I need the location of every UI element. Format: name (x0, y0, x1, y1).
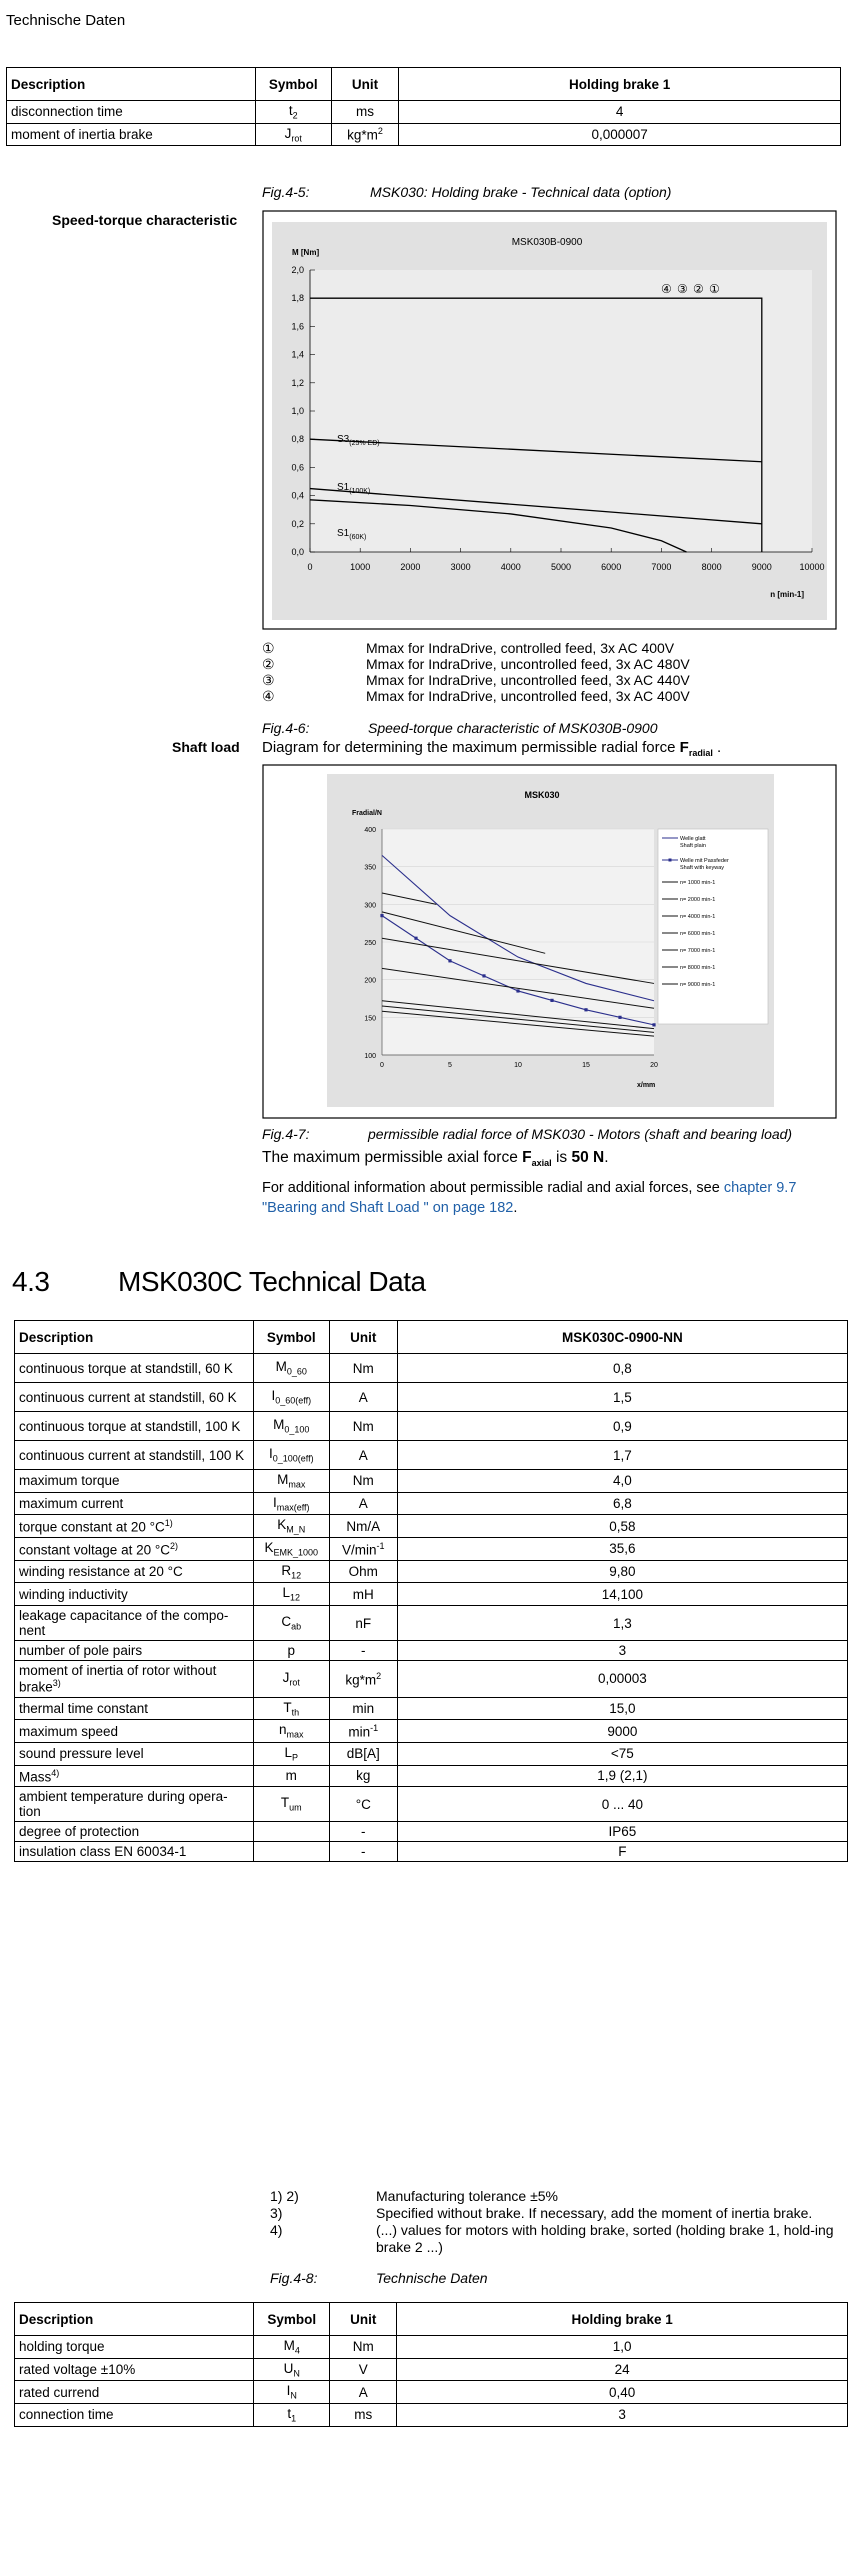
description-cell: torque constant at 20 $^\circ C^{1)}$ (15, 1515, 254, 1538)
value-cell: 0,40 (397, 2381, 848, 2404)
legend-text: Mmax for IndraDrive, uncontrolled feed, 3x AC 440V (366, 672, 690, 688)
y-tick-label: 0,8 (291, 434, 304, 445)
table-header-row (15, 1321, 848, 1354)
value-cell: 4,0 (397, 1470, 847, 1493)
description-cell: continuous current at standstill, 60 K (15, 1383, 254, 1412)
figure-number: Fig.4-5: (262, 184, 310, 200)
y-tick-label: 250 (364, 940, 376, 947)
symbol-cell: $t_2$ (255, 101, 331, 124)
value-cell: 35,6 (397, 1538, 847, 1561)
table-header-row (15, 2303, 848, 2336)
keyway-point (414, 937, 417, 940)
table-row (15, 2336, 848, 2359)
column-header: Description (15, 1321, 254, 1354)
x-tick-label: 4000 (500, 562, 521, 572)
y-tick-label: 150 (364, 1015, 376, 1023)
column-header: Symbol (255, 68, 331, 101)
table-row (7, 101, 841, 124)
keyway-point (448, 959, 451, 962)
legend-label: n= 6000 min-1 (680, 931, 716, 937)
symbol-cell: $C_{ab}$ (253, 1606, 329, 1641)
legend-list-item (262, 672, 690, 688)
y-tick-label: 100 (364, 1053, 376, 1060)
column-header: Unit (329, 1321, 397, 1354)
footnote-text: (...) values for motors with holding brake, sorted (holding brake 1, hold-ing brake 2 ...) (376, 2222, 834, 2255)
legend-label-2: Shaft with keyway (680, 865, 725, 871)
x-tick-label: 5 (448, 1062, 452, 1069)
description-cell: disconnection time (7, 101, 256, 124)
symbol-cell: $T_{th}$ (253, 1697, 329, 1720)
mmax-marker: ① (709, 282, 720, 297)
value-cell: 15,0 (397, 1697, 847, 1720)
description-cell: rated currend (15, 2381, 254, 2404)
symbol-cell: $L_P$ (253, 1743, 329, 1766)
table-row (15, 1787, 848, 1822)
footnote (270, 2188, 559, 2205)
table-row (15, 1538, 848, 1561)
table-row (15, 1697, 848, 1720)
value-cell: 0,9 (397, 1412, 847, 1441)
unit-cell: min (329, 1697, 397, 1720)
value-cell: 4 (399, 101, 841, 124)
x-tick-label: 7000 (651, 562, 672, 572)
unit-cell: °C (329, 1787, 397, 1822)
table-row (15, 1560, 848, 1583)
table-row (15, 1606, 848, 1641)
radial-force-chart (262, 764, 837, 1119)
description-cell: continuous torque at standstill, 60 K (15, 1354, 254, 1383)
table-row (15, 1822, 848, 1842)
table-row (15, 2381, 848, 2404)
x-tick-label: 3000 (450, 562, 471, 572)
y-tick-label: 200 (364, 977, 376, 985)
symbol-cell: $M_{0\_60}$ (253, 1354, 329, 1383)
y-tick-label: 0,0 (291, 547, 304, 557)
value-cell: F (397, 1842, 847, 1862)
symbol-cell (253, 1822, 329, 1842)
keyway-point (550, 999, 553, 1002)
description-cell: number of pole pairs (15, 1641, 254, 1661)
symbol-cell: $J_{rot}$ (253, 1661, 329, 1698)
description-cell: maximum torque (15, 1470, 254, 1493)
table-row (15, 1720, 848, 1743)
table-row (15, 1515, 848, 1538)
msk030c-technical-data-table (14, 1320, 848, 1862)
unit-cell: mH (329, 1583, 397, 1606)
value-cell: IP65 (397, 1822, 847, 1842)
y-tick-label: 1,0 (291, 406, 304, 416)
value-cell: 24 (397, 2358, 848, 2381)
x-tick-label: 15 (582, 1062, 590, 1069)
table-row (15, 2404, 848, 2427)
speed-torque-chart (262, 210, 837, 630)
section-number: 4.3 (12, 1266, 50, 1297)
side-heading-shaft-load: Shaft load (172, 739, 240, 755)
description-cell: insulation class EN 60034-1 (15, 1842, 254, 1862)
curve-label-s3: $S3_{(25\% ED)}$ (337, 434, 380, 447)
symbol-cell: $L_{12}$ (253, 1583, 329, 1606)
table-row (15, 1583, 848, 1606)
value-cell: 1,0 (397, 2336, 848, 2359)
keyway-point (516, 989, 519, 992)
figure-caption-4-5 (262, 184, 672, 200)
symbol-cell: $M_{0\_100}$ (253, 1412, 329, 1441)
value-cell: 0,000007 (399, 123, 841, 146)
mmax-marker: ③ (677, 282, 688, 297)
description-cell: holding torque (15, 2336, 254, 2359)
description-cell: moment of inertia brake (7, 123, 256, 146)
legend-label: Welle glatt (680, 836, 706, 842)
figure-caption-4-7 (262, 1126, 793, 1142)
x-tick-label: 20 (650, 1062, 658, 1069)
axial-force-statement: The maximum permissible axial force $F_{axial}$ is 50 N. (262, 1149, 609, 1169)
legend-label: n= 8000 min-1 (680, 965, 716, 971)
y-tick-label: 1,6 (291, 321, 304, 332)
unit-cell: dB[A] (329, 1743, 397, 1766)
curve-label-s1-100k: $S1_{(100K)}$ (337, 482, 371, 495)
y-tick-label: 1,8 (291, 293, 304, 304)
legend-number: ③ (262, 672, 275, 688)
symbol-cell: $t_1$ (254, 2404, 330, 2427)
x-tick-label: 6000 (601, 562, 622, 572)
y-tick-label: 350 (364, 864, 376, 872)
page-heading: Technische Daten (6, 12, 126, 29)
column-header: Unit (330, 2303, 397, 2336)
legend-label: n= 1000 min-1 (680, 880, 716, 886)
y-tick-label: 0,4 (291, 490, 304, 501)
unit-cell: - (329, 1842, 397, 1862)
column-header: Symbol (254, 2303, 330, 2336)
unit-cell: Nm (329, 1412, 397, 1441)
description-cell: maximum speed (15, 1720, 254, 1743)
unit-cell: Nm (329, 1470, 397, 1493)
keyway-point (380, 914, 383, 917)
legend-number: ① (262, 640, 275, 656)
value-cell: 6,8 (397, 1492, 847, 1515)
figure-title: Speed-torque characteristic of MSK030B-0900 (368, 720, 658, 736)
column-header: Unit (331, 68, 399, 101)
unit-cell: ms (331, 101, 399, 124)
legend-label-2: Shaft plain (680, 843, 706, 849)
description-cell: rated voltage ±10% (15, 2358, 254, 2381)
unit-cell: Nm (329, 1354, 397, 1383)
value-cell: 3 (397, 1641, 847, 1661)
mmax-marker: ④ (661, 282, 672, 297)
value-cell: 0,00003 (397, 1661, 847, 1698)
y-axis-label: Fradial/N (352, 810, 382, 817)
mmax-legend-list (262, 640, 690, 704)
chart-title: MSK030B-0900 (511, 237, 583, 248)
footnote-number: 1) 2) (270, 2188, 299, 2204)
unit-cell: $V/\min^{-1}$ (329, 1538, 397, 1561)
curve-label-s1-60k: $S1_{(60K)}$ (337, 528, 367, 541)
description-cell: degree of protection (15, 1822, 254, 1842)
table-row (15, 1412, 848, 1441)
description-cell: ambient temperature during opera-tion (15, 1787, 254, 1822)
column-header: Holding brake 1 (397, 2303, 848, 2336)
symbol-cell: $T_{um}$ (253, 1787, 329, 1822)
description-cell: maximum current (15, 1492, 254, 1515)
value-cell: 14,100 (397, 1583, 847, 1606)
legend-list-item (262, 688, 690, 704)
symbol-cell: $n_{max}$ (253, 1720, 329, 1743)
legend-list-item (262, 656, 690, 672)
table-row (15, 2358, 848, 2381)
column-header: Holding brake 1 (399, 68, 841, 101)
symbol-cell: $J_{rot}$ (255, 123, 331, 146)
x-tick-label: 0 (307, 562, 313, 572)
legend-number: ④ (262, 688, 275, 704)
shaft-load-intro: Diagram for determining the maximum permissible radial force $F_{radial}$ . (262, 739, 722, 758)
x-tick-label: 10 (514, 1062, 522, 1069)
value-cell: <75 (397, 1743, 847, 1766)
table-row (15, 1441, 848, 1470)
description-cell: thermal time constant (15, 1697, 254, 1720)
symbol-cell: $K_{EMK\_1000}$ (253, 1538, 329, 1561)
y-axis-label: M [Nm] (292, 248, 320, 257)
y-tick-label: 300 (364, 902, 376, 910)
symbol-cell: $I_{0\_60(eff)}$ (253, 1383, 329, 1412)
description-cell: winding resistance at 20 °C (15, 1560, 254, 1583)
legend-text: Mmax for IndraDrive, uncontrolled feed, 3x AC 480V (366, 656, 690, 672)
x-tick-label: 10000 (799, 562, 825, 572)
value-cell: 9000 (397, 1720, 847, 1743)
description-cell: continuous torque at standstill, 100 K (15, 1412, 254, 1441)
legend-number: ② (262, 656, 275, 672)
table-row (15, 1641, 848, 1661)
y-tick-label: 400 (364, 827, 376, 834)
value-cell: 0,8 (397, 1354, 847, 1383)
value-cell: 0 ... 40 (397, 1787, 847, 1822)
x-tick-label: 9000 (751, 562, 772, 572)
figure-number: Fig.4-7: (262, 1126, 310, 1142)
table-row (15, 1842, 848, 1862)
value-cell: 0,58 (397, 1515, 847, 1538)
holding-brake-1-table (14, 2302, 848, 2427)
symbol-cell: p (253, 1641, 329, 1661)
value-cell: 1,7 (397, 1441, 847, 1470)
legend-label: n= 4000 min-1 (680, 914, 716, 920)
unit-cell: kg (329, 1765, 397, 1787)
legend-marker (669, 859, 672, 862)
unit-cell: A (329, 1492, 397, 1515)
table-row (15, 1354, 848, 1383)
mmax-marker: ② (693, 282, 704, 297)
figure-number: Fig.4-6: (262, 720, 310, 736)
figure-caption-4-8 (270, 2270, 488, 2286)
table-row (15, 1743, 848, 1766)
additional-info: For additional information about permissible radial and axial forces, see chapter 9.7 "Bearing and Shaft Load " on page 182. (262, 1180, 797, 1216)
symbol-cell: $I_{max(eff)}$ (253, 1492, 329, 1515)
table-row (7, 123, 841, 146)
description-cell: leakage capacitance of the compo-nent (15, 1606, 254, 1641)
footnote-text: Specified without brake. If necessary, add the moment of inertia brake. (376, 2205, 813, 2221)
symbol-cell: m (253, 1765, 329, 1787)
keyway-point (652, 1023, 655, 1026)
legend-label: n= 9000 min-1 (680, 982, 716, 988)
symbol-cell: $R_{12}$ (253, 1560, 329, 1583)
figure-number: Fig.4-8: (270, 2270, 318, 2286)
description-cell: moment of inertia of rotor without brake$^{3)}$ (15, 1661, 254, 1698)
symbol-cell: $U_N$ (254, 2358, 330, 2381)
unit-cell: V (330, 2358, 397, 2381)
description-cell: constant voltage at 20 $^\circ C^{2)}$ (15, 1538, 254, 1561)
y-tick-label: 2,0 (291, 265, 304, 275)
unit-cell: A (330, 2381, 397, 2404)
table-header-row (7, 68, 841, 101)
column-header: Description (7, 68, 256, 101)
x-tick-label: 2000 (400, 562, 421, 572)
footnote-number: 4) (270, 2222, 283, 2238)
symbol-cell: $I_{0\_100(eff)}$ (253, 1441, 329, 1470)
figure-title: MSK030: Holding brake - Technical data (option) (370, 184, 672, 200)
table-row (15, 1470, 848, 1493)
legend-list-item (262, 640, 675, 656)
unit-cell: ms (330, 2404, 397, 2427)
legend-text: Mmax for IndraDrive, uncontrolled feed, 3x AC 400V (366, 688, 690, 704)
legend-text: Mmax for IndraDrive, controlled feed, 3x AC 400V (366, 640, 675, 656)
value-cell: 1,9 (2,1) (397, 1765, 847, 1787)
description-cell: sound pressure level (15, 1743, 254, 1766)
symbol-cell (253, 1842, 329, 1862)
keyway-point (584, 1008, 587, 1011)
description-cell: winding inductivity (15, 1583, 254, 1606)
symbol-cell: $K_{M\_N}$ (253, 1515, 329, 1538)
y-tick-label: 1,2 (291, 377, 304, 388)
symbol-cell: $M_{max}$ (253, 1470, 329, 1493)
unit-cell: Ohm (329, 1560, 397, 1583)
table-row (15, 1765, 848, 1787)
x-axis-label: x/mm (637, 1082, 656, 1089)
unit-cell: $kg*m^2$ (329, 1661, 397, 1698)
description-cell: Mass$^{4)}$ (15, 1765, 254, 1787)
table-row (15, 1492, 848, 1515)
x-axis-label: n [min-1] (770, 590, 804, 599)
figure-title: Technische Daten (376, 2270, 488, 2286)
value-cell: 9,80 (397, 1560, 847, 1583)
footnote-number: 3) (270, 2205, 283, 2221)
x-tick-label: 0 (380, 1062, 384, 1069)
unit-cell: A (329, 1441, 397, 1470)
footnote (270, 2205, 813, 2222)
holding-brake-table (6, 67, 841, 146)
footnotes (270, 2188, 834, 2256)
section-title: MSK030C Technical Data (118, 1266, 426, 1297)
column-header: Description (15, 2303, 254, 2336)
value-cell: 3 (397, 2404, 848, 2427)
y-tick-label: 0,6 (291, 462, 304, 473)
keyway-point (618, 1016, 621, 1019)
y-tick-label: 1,4 (291, 349, 304, 360)
keyway-point (482, 974, 485, 977)
description-cell: connection time (15, 2404, 254, 2427)
unit-cell: Nm (330, 2336, 397, 2359)
description-cell: continuous current at standstill, 100 K (15, 1441, 254, 1470)
figure-caption-4-6 (262, 720, 658, 736)
unit-cell: - (329, 1641, 397, 1661)
x-tick-label: 5000 (550, 562, 572, 572)
value-cell: 1,3 (397, 1606, 847, 1641)
y-tick-label: 0,2 (291, 518, 304, 529)
x-tick-label: 8000 (701, 562, 722, 572)
legend-label: n= 2000 min-1 (680, 897, 716, 903)
unit-cell: $\min^{-1}$ (329, 1720, 397, 1743)
table-row (15, 1661, 848, 1698)
unit-cell: Nm/A (329, 1515, 397, 1538)
symbol-cell: $I_N$ (254, 2381, 330, 2404)
column-header: Symbol (253, 1321, 329, 1354)
footnote (270, 2222, 834, 2256)
chart-title: MSK030 (524, 790, 560, 800)
side-heading-speed-torque: Speed-torque characteristic (52, 212, 238, 228)
column-header: MSK030C-0900-NN (397, 1321, 847, 1354)
footnote-text: Manufacturing tolerance ±5% (376, 2188, 559, 2204)
chapter-link[interactable]: chapter 9.7 "Bearing and Shaft Load " on page 182 (262, 1180, 797, 1216)
legend-label: Welle mit Passfeder (680, 858, 729, 864)
legend-label: n= 7000 min-1 (680, 948, 716, 954)
unit-cell: nF (329, 1606, 397, 1641)
unit-cell: $kg*m^2$ (331, 123, 399, 146)
unit-cell: - (329, 1822, 397, 1842)
x-tick-label: 1000 (350, 562, 371, 572)
value-cell: 1,5 (397, 1383, 847, 1412)
figure-title: permissible radial force of MSK030 - Motors (shaft and bearing load) (368, 1126, 793, 1142)
unit-cell: A (329, 1383, 397, 1412)
table-row (15, 1383, 848, 1412)
symbol-cell: $M_4$ (254, 2336, 330, 2359)
